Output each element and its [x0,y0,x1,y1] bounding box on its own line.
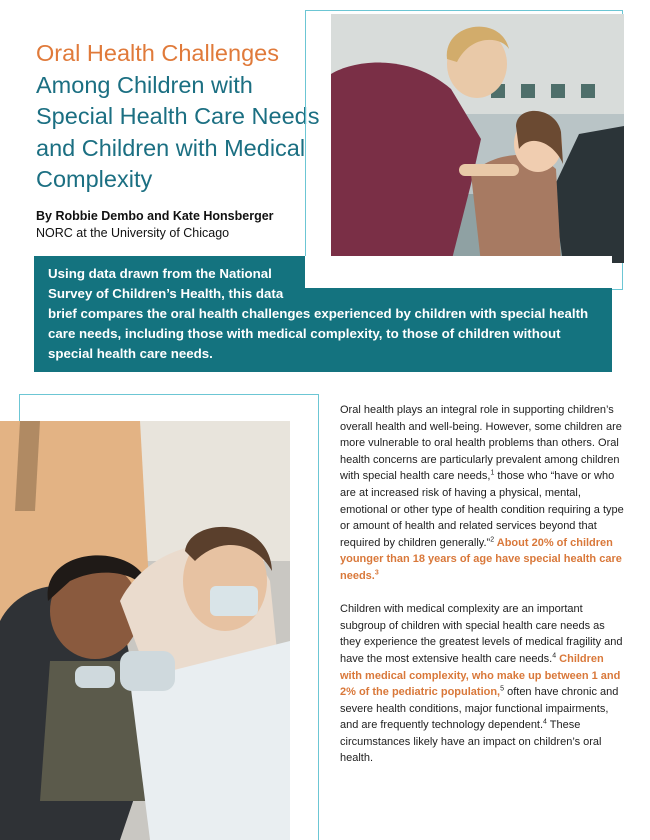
paragraph-complexity-text-c: These circumstances likely have an impact on children’s oral health. [340,719,602,765]
author-names: By Robbie Dembo and Kate Honsberger [36,209,274,223]
paragraph-intro-text-b: those who “have or who are at increased risk of having a physical, mental, emotional or other type of health condition requiring a type or amount of health and related services beyond that required by children generally.” [340,470,624,549]
document-title [36,38,326,196]
summary-line-part2: brief compares the oral health challenges experienced by children with special health care needs, including those with medical complexity, to those of children without special health care needs. [48,306,589,361]
footnote-ref: 1 [490,469,495,477]
paragraph-complexity [340,601,625,767]
dental-visit-photo [331,14,624,263]
paragraph-intro [340,402,625,585]
title-highlight: Oral Health Challenges [36,40,279,66]
summary-text [48,264,608,364]
body-text [340,402,625,784]
footnote-ref: 4 [543,718,547,726]
summary-line-part1: Using data drawn from the National Survey of Children’s Health, this data [48,266,284,301]
author-organization: NORC at the University of Chicago [36,226,230,240]
footnote-ref: 3 [374,569,379,577]
highlight-statistic: Children with medical complexity, who make up between 1 and 2% of the pediatric population, [340,652,621,699]
paragraph-complexity-text-a: Children with medical complexity are an important subgroup of children with special health care needs as they experience the greatest levels of medical fragility and have the most extensive health care needs. [340,603,623,665]
child-dental-exam-photo [0,421,290,840]
author-block [36,208,316,242]
paragraph-complexity-text-b: often have chronic and severe health conditions, major functional impairments, and are frequently technology dependent. [340,686,619,732]
title-rest: Among Children with Special Health Care Needs and Children with Medical Complexity [36,71,320,192]
footnote-ref: 4 [552,652,557,660]
footnote-ref: 5 [500,685,505,693]
footnote-ref: 2 [490,536,495,544]
highlight-statistic: About 20% of children younger than 18 years of age have special health care needs. [340,536,622,582]
paragraph-intro-text-a: Oral health plays an integral role in supporting children’s overall health and well-being. However, some children are more vulnerable to oral health problems than others. Oral health concerns are particularly prevalent among children with special health care needs, [340,404,622,483]
